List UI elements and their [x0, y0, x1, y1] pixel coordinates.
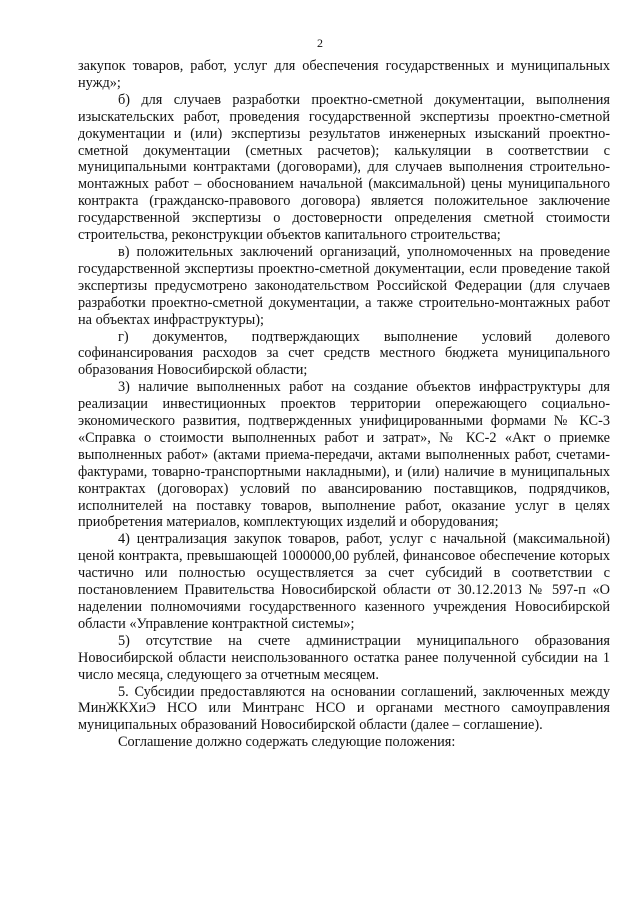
paragraph-5-no-unused-balance: 5) отсутствие на счете администрации муниципального образования Новосибирской области неиспользованного остатка ранее полученной субсидии на 1 число месяца, следующего за отчетным месяцем. [78, 632, 610, 683]
document-body [78, 58, 610, 751]
paragraph-v-positive-conclusions: в) положительных заключений организаций, уполномоченных на проведение государственной экспертизы проектно-сметной документации, если проведение такой экспертизы предусмотрено законодательством Российской Федерации (для случаев разработки проектно-сметной документации, а также строительно-монтажных работ на объектах инфраструктуры); [78, 243, 610, 328]
paragraph-procurement-tail: закупок товаров, работ, услуг для обеспечения государственных и муниципальных нужд»; [78, 58, 610, 91]
paragraph-b-design-estimates: б) для случаев разработки проектно-сметной документации, выполнения изыскательских работ, проведения государственной экспертизы проектно-сметной документации и (или) экспертизы результатов инженерных изысканий проектно-сметной документации (сметных расчетов); калькуляции в соответствии с муниципальными контрактами (договорами), для случаев выполнения строительно-монтажных работ – обоснованием начальной (максимальной) цены муниципального контракта (гражданско-правового договора) является положительное заключение государственной экспертизы о достоверности определения сметной стоимости строительства, реконструкции объектов капитального строительства; [78, 91, 610, 244]
paragraph-4-procurement-centralization: 4) централизация закупок товаров, работ, услуг с начальной (максимальной) ценой контракта, превышающей 1000000,00 рублей, финансовое обеспечение которых частично или полностью осуществляется за счет субсидий в соответствии с постановлением Правительства Новосибирской области от 30.12.2013 № 597-п «О наделении полномочиями государственного казенного учреждения Новосибирской области «Управление контрактной системы»; [78, 531, 610, 632]
page-number: 2 [317, 36, 323, 50]
paragraph-agreement-provisions: Соглашение должно содержать следующие положения: [118, 734, 456, 751]
paragraph-g-cofinancing-documents: г) документов, подтверждающих выполнение условий долевого софинансирования расходов за счет средств местного бюджета муниципального образования Новосибирской области; [78, 328, 610, 379]
paragraph-subsidy-agreements: 5. Субсидии предоставляются на основании соглашений, заключенных между МинЖКХиЭ НСО или Минтранс НСО и органами местного самоуправления муниципальных образований Новосибирской области (далее – соглашение). [78, 683, 610, 734]
paragraph-3-completed-works: 3) наличие выполненных работ на создание объектов инфраструктуры для реализации инвестиционных проектов территории опережающего социально-экономического развития, подтвержденных унифицированными формами № КС-3 «Справка о стоимости выполненных работ и затрат», № КС-2 «Акт о приемке выполненных работ» (актами приема-передачи, актами выполненных работ, счетами-фактурами, товарно-транспортными накладными), и (или) наличие в муниципальных контрактах (договорах) условий по авансированию поставщиков, подрядчиков, исполнителей на поставку товаров, выполнение работ, оказание услуг в целях приобретения материалов, комплектующих изделий и оборудования; [78, 379, 610, 531]
